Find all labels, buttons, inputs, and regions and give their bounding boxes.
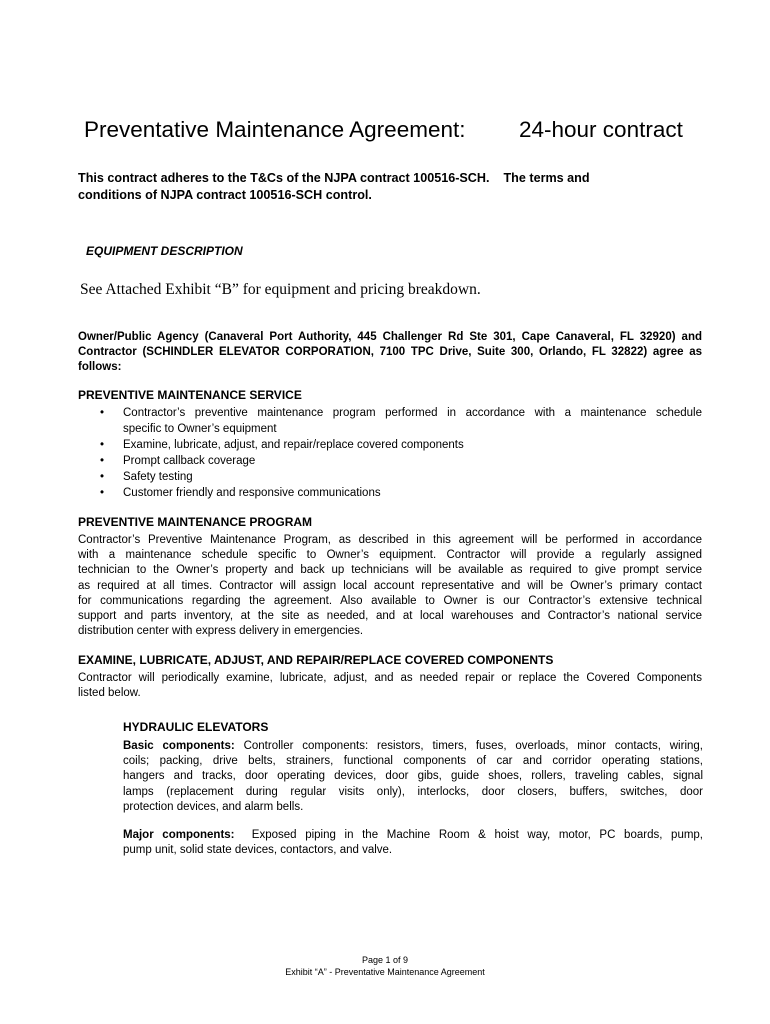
list-item	[78, 486, 702, 502]
major-components-block	[123, 828, 703, 858]
list-item-text: Prompt callback coverage	[123, 454, 256, 467]
paragraph-line: hangers and tracks, door operating devices, door gibs, guide shoes, rollers, traveling cables, signal	[123, 770, 703, 783]
list-item-text: Safety testing	[123, 470, 193, 483]
paragraph-line: Controller components: resistors, timers, fuses, overloads, minor contacts, wiring,	[234, 740, 703, 752]
list-item-text: Customer friendly and responsive communications	[123, 486, 381, 499]
pm-program-heading: PREVENTIVE MAINTENANCE PROGRAM	[78, 515, 313, 529]
paragraph-line: Contractor’s Preventive Maintenance Program, as described in this agreement will be performed in accordance	[78, 534, 702, 546]
equipment-text: See Attached Exhibit “B” for equipment and pricing breakdown.	[80, 281, 481, 298]
list-item	[78, 470, 702, 486]
owner-statement: Owner/Public Agency (Canaveral Port Authority, 445 Challenger Rd Ste 301, Cape Canaveral, FL 32920) and Contractor (SCHINDLER ELEVATOR CORPORATION, 7100 TPC Drive, Suite 300, Orlando, FL 32822) agree as follows:	[78, 331, 702, 374]
intro-statement	[78, 170, 678, 204]
basic-components-first-line	[123, 739, 703, 754]
page-number: Page 1 of 9	[361, 955, 409, 965]
intro-line: This contract adheres to the T&Cs of the NJPA contract 100516-SCH. The terms and	[78, 171, 590, 185]
paragraph-line: pump unit, solid state devices, contactors, and valve.	[123, 844, 393, 857]
paragraph-line: support and parts inventory, at the site as needed, and at local warehouses and Contractor’s national service	[78, 610, 702, 623]
bullet-icon: •	[100, 438, 105, 451]
paragraph-line: coils; packing, drive belts, strainers, functional components of car and corridor operating stations,	[123, 755, 703, 768]
hydraulic-heading-text: HYDRAULIC ELEVATORS	[123, 720, 269, 734]
paragraph-line: distribution center with express delivery in emergencies.	[78, 625, 364, 638]
pm-service-list	[78, 406, 702, 501]
list-item-text: Contractor’s preventive maintenance program performed in accordance with a maintenance schedule	[123, 407, 702, 419]
basic-components-label: Basic components:	[123, 740, 235, 752]
list-item-text: specific to Owner’s equipment	[123, 422, 277, 435]
list-item	[78, 454, 702, 470]
list-item	[78, 438, 702, 454]
pm-program-paragraph	[78, 533, 702, 639]
page-footer	[0, 954, 770, 978]
bullet-icon: •	[100, 486, 105, 499]
paragraph-line: Exposed piping in the Machine Room & hoist way, motor, PC boards, pump,	[234, 829, 704, 841]
paragraph-line: with a maintenance schedule specific to Owner’s equipment. Contractor will provide a regularly assigned	[78, 549, 702, 562]
document-title: Preventative Maintenance Agreement:	[84, 117, 466, 142]
major-components-first-line	[123, 828, 703, 843]
paragraph-line: listed below.	[78, 687, 141, 700]
intro-line: conditions of NJPA contract 100516-SCH control.	[78, 188, 372, 202]
components-paragraph	[78, 671, 702, 701]
bullet-icon: •	[100, 454, 105, 467]
bullet-icon: •	[100, 470, 105, 483]
components-heading: EXAMINE, LUBRICATE, ADJUST, AND REPAIR/REPLACE COVERED COMPONENTS	[78, 653, 554, 667]
hydraulic-heading	[123, 720, 703, 736]
paragraph-line: as required at all times. Contractor will assign local account representative and will be Owner’s primary contact	[78, 579, 702, 592]
paragraph-line: for communications regarding the agreement. Also available to Owner is our Contractor’s extensive technical	[78, 594, 702, 607]
footer-exhibit-label: Exhibit “A” - Preventative Maintenance Agreement	[285, 967, 485, 977]
list-item	[78, 406, 702, 438]
basic-components-block	[123, 739, 703, 815]
list-item-text: Examine, lubricate, adjust, and repair/replace covered components	[123, 438, 464, 451]
paragraph-line: technician to the Owner’s property and back up technicians will be available as required to give prompt service	[78, 564, 702, 577]
contract-type-title: 24-hour contract	[519, 117, 683, 142]
paragraph-line: Contractor will periodically examine, lubricate, adjust, and as needed repair or replace the Covered Components	[78, 672, 702, 684]
major-components-label: Major components:	[123, 829, 235, 841]
equipment-heading: EQUIPMENT DESCRIPTION	[86, 244, 243, 258]
pm-service-heading: PREVENTIVE MAINTENANCE SERVICE	[78, 388, 302, 402]
bullet-icon: •	[100, 407, 105, 419]
paragraph-line: protection devices, and alarm bells.	[123, 800, 304, 813]
paragraph-line: lamps (replacement during regular visits only), interlocks, door closers, buffers, switches, door	[123, 785, 703, 798]
title-row	[84, 117, 704, 147]
